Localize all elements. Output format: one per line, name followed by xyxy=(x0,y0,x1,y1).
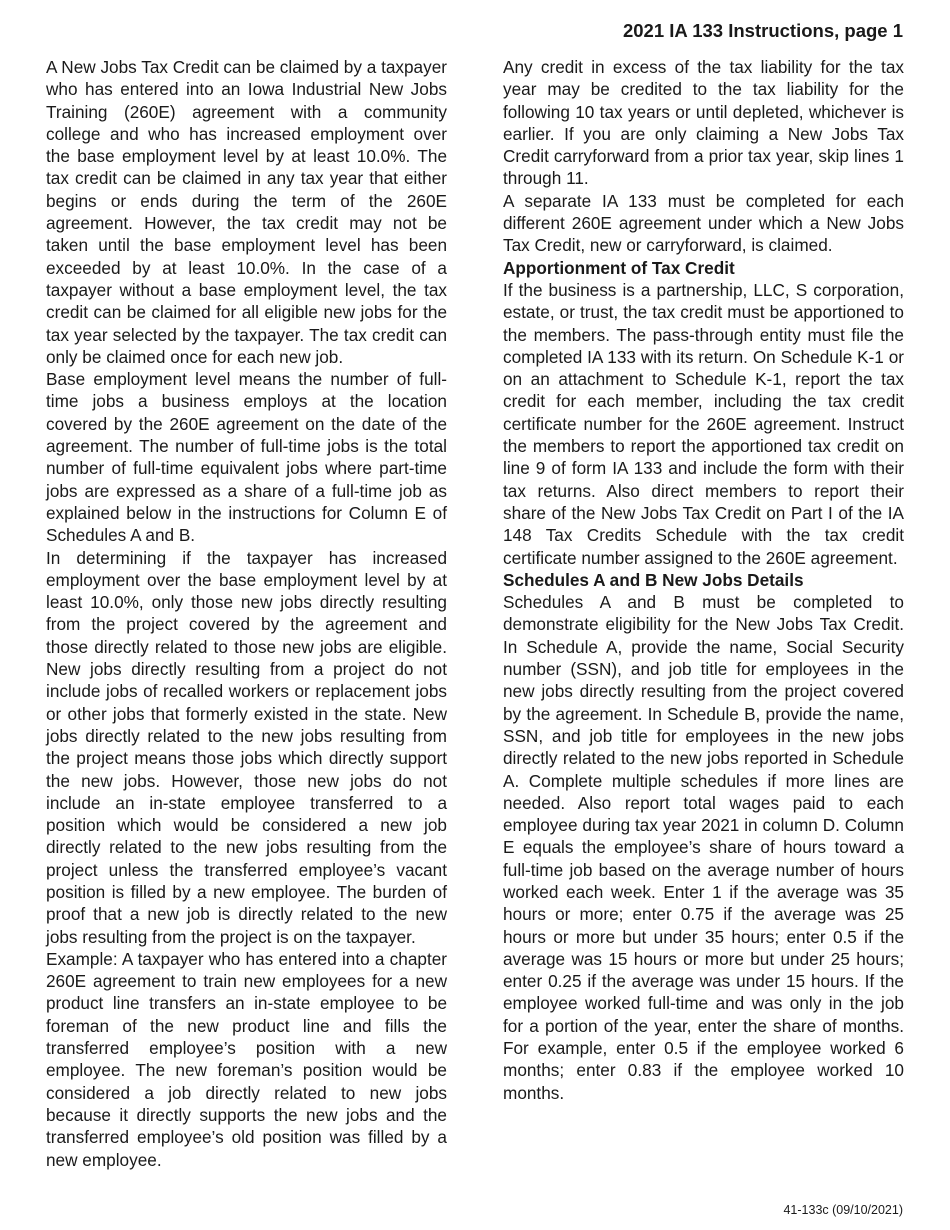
form-code: 41-133c (09/10/2021) xyxy=(783,1203,903,1217)
separate-form-paragraph: A separate IA 133 must be completed for each different 260E agreement under which a New Jobs Tax Credit, new or carryforward, is claimed. xyxy=(503,190,904,256)
eligibility-paragraph: In determining if the taxpayer has increased employment over the base employment level by at least 10.0%, only those new jobs directly resulting from the project covered by the agreement and those directly related to those new jobs are eligible. New jobs directly resulting from a project do not include jobs of recalled workers or replacement jobs or other jobs that formerly existed in the state. New jobs directly related to the new jobs resulting from the project means those jobs which directly support the new jobs. However, those new jobs do not include an in-state employee transferred to a position which would be considered a new job directly related to the new jobs resulting from the project unless the transferred employee’s vacant position is filled by a new employee. The burden of proof that a new job is directly related to the new jobs resulting from the project is on the taxpayer. xyxy=(46,547,447,947)
page-title: 2021 IA 133 Instructions, page 1 xyxy=(622,20,903,41)
carryforward-paragraph: Any credit in excess of the tax liability for the tax year may be credited to the tax liability for the following 10 tax years or until depleted, whichever is earlier. If you are only claiming a New Jobs Tax Credit carryforward from a prior tax year, skip lines 1 through 11. xyxy=(503,57,904,189)
example-paragraph: Example: A taxpayer who has entered into a chapter 260E agreement to train new employees for a new product line transfers an in-state employee to be foreman of the new product line and fills the transferred employee’s position with a new employee. The new foreman’s position would be considered a job directly related to new jobs because it directly supports the new jobs and the transferred employee’s old position was filled by a new employee. xyxy=(46,948,447,1170)
base-employment-paragraph: Base employment level means the number of full-time jobs a business employs at the location covered by the 260E agreement on the date of the agreement. The number of full-time jobs is the total number of full-time equivalent jobs where part-time jobs are expressed as a share of a full-time job as explained below in the instructions for Column E of Schedules A and B. xyxy=(46,369,447,546)
schedules-paragraph: Schedules A and B must be completed to demonstrate eligibility for the New Jobs Tax Credit. In Schedule A, provide the name, Social Security number (SSN), and job title for employees in the new jobs directly resulting from the project covered by the agreement. In Schedule B, provide the name, SSN, and job title for employees in the new jobs directly related to the new jobs reported in Schedule A. Complete multiple schedules if more lines are needed. Also report total wages paid to each employee during tax year 2021 in column D. Column E equals the employee’s share of hours toward a full-time job based on the average number of hours worked each week. Enter 1 if the average was 35 hours or more; enter 0.75 if the average was 25 hours or more but under 35 hours; enter 0.5 if the average was 15 hours or more but under 25 hours; enter 0.25 if the average was under 15 hours. If the employee worked full-time and was only in the job for a portion of the year, enter the share of months. For example, enter 0.5 if the employee worked 6 months; enter 0.83 if the employee worked 10 months. xyxy=(503,592,904,1103)
apportionment-paragraph: If the business is a partnership, LLC, S corporation, estate, or trust, the tax credit must be apportioned to the members. The pass-through entity must file the completed IA 133 with its return. On Schedule K-1 or on an attachment to Schedule K-1, report the tax credit for each member, including the tax credit certificate number for the 260E agreement. Instruct the members to report the apportioned tax credit on line 9 of form IA 133 and include the form with their tax returns. Also direct members to report their share of the New Jobs Tax Credit on Part I of the IA 148 Tax Credits Schedule with the tax credit certificate number assigned to the 260E agreement. xyxy=(503,279,904,568)
intro-paragraph: A New Jobs Tax Credit can be claimed by a taxpayer who has entered into an Iowa Industrial New Jobs Training (260E) agreement with a community college and who has increased employment over the base employment level by at least 10.0%. The tax credit can be claimed in any tax year that either begins or ends during the term of the 260E agreement. However, the tax credit may not be taken until the base employment level has been exceeded by at least 10.0%. In the case of a taxpayer without a base employment level, the tax credit can be claimed for all eligible new jobs for the tax year selected by the taxpayer. The tax credit can only be claimed once for each new job. xyxy=(46,57,447,367)
left-column xyxy=(46,56,447,1171)
schedules-heading: Schedules A and B New Jobs Details xyxy=(503,569,804,590)
right-column xyxy=(503,56,904,1104)
apportionment-heading: Apportionment of Tax Credit xyxy=(503,257,735,278)
